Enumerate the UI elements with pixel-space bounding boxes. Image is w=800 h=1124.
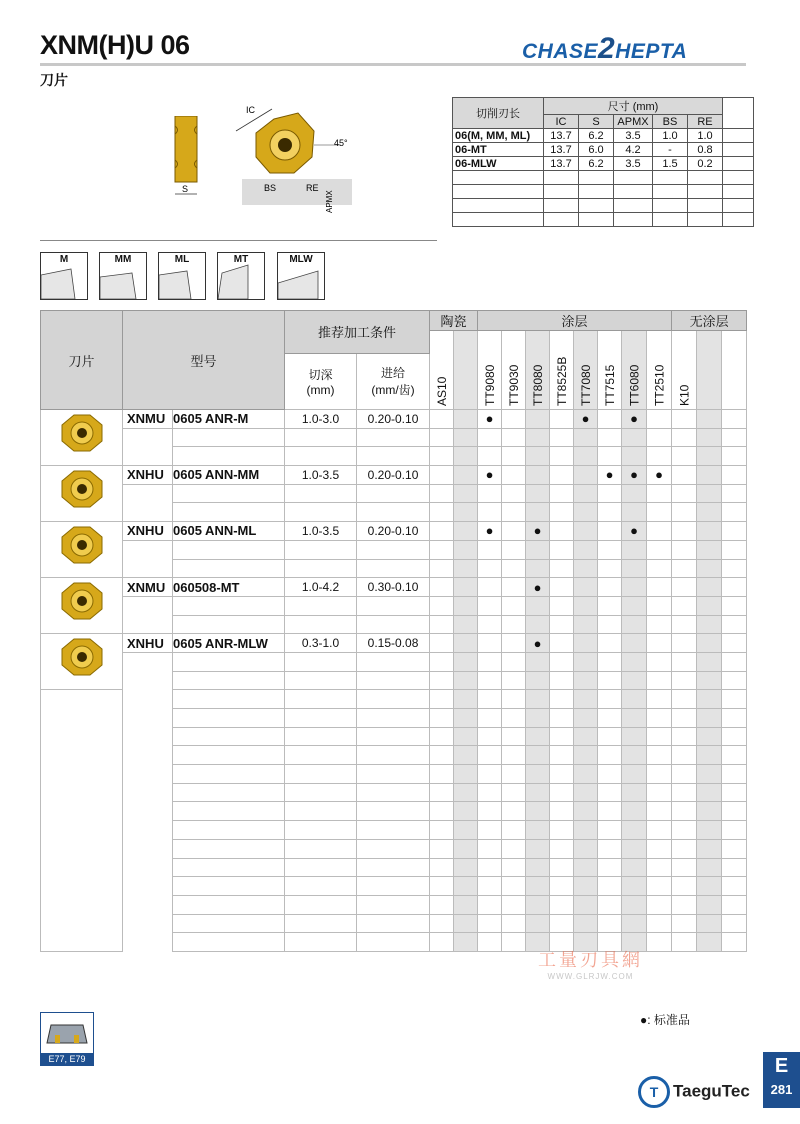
dim-row-label: 06(M, MM, ML): [453, 129, 544, 143]
dim-apmx-label: APMX: [325, 190, 334, 213]
model-prefix-blank: [123, 821, 173, 840]
insert-photo: [60, 637, 104, 677]
dim-col-bs: BS: [653, 115, 688, 129]
brand-logo-left: CHASE: [522, 40, 599, 63]
grade-cell: [722, 522, 747, 541]
insert-photo: [60, 525, 104, 565]
grade-cell: ●: [622, 410, 647, 429]
model-prefix: XNHU: [123, 522, 173, 541]
watermark: [538, 946, 643, 981]
grade-cell: [526, 410, 550, 429]
model-code-blank: [173, 447, 285, 466]
insert-photo: [60, 413, 104, 453]
model-code-blank: [173, 596, 285, 615]
grade-cell: [574, 522, 598, 541]
model-prefix: XNHU: [123, 634, 173, 653]
table-row: [41, 895, 747, 914]
grade-cell: [550, 522, 574, 541]
table-row: [41, 783, 747, 802]
model-prefix-blank: [123, 802, 173, 821]
grade-cell: ●: [526, 634, 550, 653]
model-prefix-blank: [123, 615, 173, 634]
model-code-blank: [173, 933, 285, 952]
model-prefix-blank: [123, 690, 173, 709]
geometry-label: M: [59, 254, 69, 265]
brand-logo: [522, 32, 687, 66]
model-prefix-blank: [123, 503, 173, 522]
grade-cell: ●: [478, 410, 502, 429]
insert-image-cell: [41, 410, 123, 466]
dim-cell: 1.0: [653, 129, 688, 143]
grade-cell: [722, 466, 747, 485]
dim-row-label: 06-MT: [453, 143, 544, 157]
grade-cell: [622, 634, 647, 653]
grade-cell: [430, 522, 454, 541]
table-row: [41, 858, 747, 877]
grade-tt8525b: TT8525B: [550, 331, 574, 410]
feed-value: 0.30-0.10: [357, 578, 430, 597]
legend: ●: 标准品: [640, 1013, 690, 1027]
grade-cell: [430, 410, 454, 429]
cutter-icon: [41, 1013, 93, 1053]
grade-cell: [722, 410, 747, 429]
model-prefix: XNMU: [123, 578, 173, 597]
grade-cell: [454, 522, 478, 541]
dim-col-ic: IC: [544, 115, 579, 129]
dim-cell: 3.5: [614, 129, 653, 143]
grade-cell: [430, 578, 454, 597]
geometry-label: ML: [174, 254, 190, 265]
model-code-blank: [173, 858, 285, 877]
model-code: 0605 ANN-ML: [173, 522, 285, 541]
model-prefix-blank: [123, 895, 173, 914]
col-depth: 切深 (mm): [285, 353, 357, 409]
footer-brand: [638, 1076, 750, 1108]
grade-k10: K10: [672, 331, 697, 410]
model-code-blank: [173, 690, 285, 709]
grade-cell: [672, 466, 697, 485]
dim-s-label: S: [182, 184, 189, 194]
table-row: [41, 652, 747, 671]
model-prefix-blank: [123, 877, 173, 896]
model-code-blank: [173, 895, 285, 914]
insert-image-cell: [41, 466, 123, 522]
grade-cell: [454, 578, 478, 597]
table-row: [41, 559, 747, 578]
model-prefix-blank: [123, 652, 173, 671]
grade-tt9080: TT9080: [478, 331, 502, 410]
dim-bs-label: BS: [264, 183, 277, 193]
grade-tt6080: TT6080: [622, 331, 647, 410]
insert-top-view-drawing: [232, 105, 357, 215]
model-prefix: XNMU: [123, 410, 173, 429]
grade-cell: [454, 634, 478, 653]
col-model: 型号: [123, 311, 285, 410]
dim-col-apmx: APMX: [614, 115, 653, 129]
grade-selection-table: [40, 310, 747, 952]
feed-value: 0.20-0.10: [357, 522, 430, 541]
model-code: 0605 ANR-M: [173, 410, 285, 429]
grade-cell: [502, 466, 526, 485]
taegutec-logo-icon: T: [638, 1076, 670, 1108]
table-row: [41, 765, 747, 784]
grade-cell: [647, 634, 672, 653]
dim-re-label: RE: [306, 183, 319, 193]
col-group-coated: 涂层: [478, 311, 672, 331]
grade-cell: [647, 522, 672, 541]
grade-cell: [598, 634, 622, 653]
dim-cell: 13.7: [544, 157, 579, 171]
col-conditions: 推荐加工条件: [285, 311, 430, 354]
model-code-blank: [173, 727, 285, 746]
grade-cell: [672, 634, 697, 653]
model-prefix-blank: [123, 540, 173, 559]
model-prefix-blank: [123, 559, 173, 578]
model-code-blank: [173, 914, 285, 933]
model-code-blank: [173, 671, 285, 690]
depth-value: 1.0-3.0: [285, 410, 357, 429]
table-row: [41, 914, 747, 933]
insert-image-cell: [41, 522, 123, 578]
grade-cell: [430, 466, 454, 485]
col-group-uncoated: 无涂层: [672, 311, 747, 331]
col-insert: 刀片: [41, 311, 123, 410]
model-prefix-blank: [123, 671, 173, 690]
footer-brand-name: TaeguTec: [673, 1081, 750, 1101]
grade-cell: [478, 634, 502, 653]
col-feed: 进给 (mm/齿): [357, 353, 430, 409]
model-code-blank: [173, 839, 285, 858]
table-row: [41, 634, 747, 653]
model-prefix-blank: [123, 596, 173, 615]
dim-cell: 4.2: [614, 143, 653, 157]
grade-cell: [697, 578, 722, 597]
cutter-reference-label: E77, E79: [41, 1053, 93, 1065]
model-prefix-blank: [123, 933, 173, 952]
section-letter: E: [774, 1055, 789, 1077]
grade-cell: [574, 466, 598, 485]
grade-cell: [550, 578, 574, 597]
table-row: [41, 410, 747, 429]
model-code: 060508-MT: [173, 578, 285, 597]
watermark-text: 工量刃具網: [538, 950, 643, 970]
table-row: [41, 447, 747, 466]
feed-value: 0.15-0.08: [357, 634, 430, 653]
grade-cell: [502, 410, 526, 429]
page-subtitle: 刀片: [40, 72, 68, 88]
model-prefix-blank: [123, 914, 173, 933]
table-row: [41, 839, 747, 858]
dim-row: [453, 143, 754, 157]
grade-as10: AS10: [430, 331, 454, 410]
insert-side-view-drawing: [172, 116, 202, 199]
depth-value: 0.3-1.0: [285, 634, 357, 653]
model-code-blank: [173, 615, 285, 634]
dim-cell: 13.7: [544, 143, 579, 157]
grade-cell: [502, 522, 526, 541]
col-group-ceramic: 陶瓷: [430, 311, 478, 331]
dim-col-label: 切削刃长: [453, 98, 544, 129]
grade-tt7515: TT7515: [598, 331, 622, 410]
dim-cell: -: [653, 143, 688, 157]
grade-cell: ●: [478, 466, 502, 485]
table-row: [41, 596, 747, 615]
table-row: [41, 746, 747, 765]
model-code-blank: [173, 802, 285, 821]
dim-cell: 6.2: [579, 129, 614, 143]
geometry-label: MM: [114, 254, 132, 265]
brand-logo-right: HEPTA: [615, 40, 688, 63]
grade-cell: ●: [622, 466, 647, 485]
model-prefix-blank: [123, 447, 173, 466]
grade-cell: [647, 410, 672, 429]
geometry-label: MLW: [289, 254, 313, 265]
grade-cell: [454, 466, 478, 485]
table-row: [41, 709, 747, 728]
grade-cell: [697, 634, 722, 653]
table-row: [41, 503, 747, 522]
model-code-blank: [173, 503, 285, 522]
table-row: [41, 484, 747, 503]
grade-cell: [697, 522, 722, 541]
model-code-blank: [173, 783, 285, 802]
grade-cell: [672, 522, 697, 541]
grade-cell: [598, 578, 622, 597]
geometry-chip-mlw: [277, 252, 325, 300]
dim-row-label: 06-MLW: [453, 157, 544, 171]
page-title: XNM(H)U 06: [40, 30, 190, 60]
cutter-reference[interactable]: [40, 1012, 94, 1066]
brand-logo-two: 2: [598, 32, 616, 65]
dim-cell: 0.8: [688, 143, 723, 157]
grade-cell: [478, 578, 502, 597]
dim-cell: 6.0: [579, 143, 614, 157]
grade-cell: [672, 578, 697, 597]
model-prefix-blank: [123, 727, 173, 746]
model-code-blank: [173, 652, 285, 671]
grade-cell: [430, 634, 454, 653]
grade-tt7080: TT7080: [574, 331, 598, 410]
dim-cell: 0.2: [688, 157, 723, 171]
grade-cell: [550, 466, 574, 485]
table-row: [41, 615, 747, 634]
grade-cell: [647, 578, 672, 597]
grade-cell: [598, 522, 622, 541]
grade-cell: ●: [478, 522, 502, 541]
geometry-label: MT: [233, 254, 249, 265]
model-code-blank: [173, 821, 285, 840]
model-prefix-blank: [123, 839, 173, 858]
model-code-blank: [173, 709, 285, 728]
grade-cell: [502, 578, 526, 597]
geometry-chip-mt: [217, 252, 265, 300]
model-code-blank: [173, 765, 285, 784]
dim-angle-label: 45°: [334, 138, 348, 148]
model-prefix-blank: [123, 765, 173, 784]
grade-cell: ●: [526, 578, 550, 597]
watermark-url: WWW.GLRJW.COM: [547, 972, 634, 981]
insert-photo: [60, 469, 104, 509]
page-number: 281: [770, 1082, 793, 1097]
dim-ic-label: IC: [246, 105, 255, 115]
grade-cell: [574, 578, 598, 597]
grade-cell: ●: [574, 410, 598, 429]
model-code-blank: [173, 428, 285, 447]
insert-image-cell: [41, 634, 123, 690]
feed-value: 0.20-0.10: [357, 410, 430, 429]
dim-cell: 6.2: [579, 157, 614, 171]
dim-cell: 1.0: [688, 129, 723, 143]
grade-tt2510: TT2510: [647, 331, 672, 410]
empty-insert-cell: [41, 690, 123, 952]
grade-cell: [697, 410, 722, 429]
depth-value: 1.0-3.5: [285, 522, 357, 541]
model-code: 0605 ANN-MM: [173, 466, 285, 485]
table-row: [41, 690, 747, 709]
geometry-chip-m: [40, 252, 88, 300]
insert-image-cell: [41, 578, 123, 634]
table-row: [41, 802, 747, 821]
geometry-chip-ml: [158, 252, 206, 300]
table-row: [41, 522, 747, 541]
geometry-chip-mm: [99, 252, 147, 300]
grade-table-body: [41, 410, 747, 952]
table-row: [41, 428, 747, 447]
table-row: [41, 877, 747, 896]
grade-cell: [550, 634, 574, 653]
grade-cell: [722, 634, 747, 653]
page-badge: [763, 1052, 800, 1108]
dimensions-table: [452, 97, 754, 227]
grade-cell: [622, 578, 647, 597]
model-code-blank: [173, 746, 285, 765]
grade-cell: [598, 410, 622, 429]
grade-cell: ●: [526, 522, 550, 541]
grade-cell: ●: [647, 466, 672, 485]
model-prefix-blank: [123, 746, 173, 765]
dim-cell: 1.5: [653, 157, 688, 171]
grade-cell: ●: [598, 466, 622, 485]
dim-row: [453, 129, 754, 143]
dim-col-s: S: [579, 115, 614, 129]
grade-cell: [697, 466, 722, 485]
table-row: [41, 727, 747, 746]
grade-cell: [722, 578, 747, 597]
grade-cell: [550, 410, 574, 429]
model-code-blank: [173, 484, 285, 503]
model-prefix: XNHU: [123, 466, 173, 485]
feed-value: 0.20-0.10: [357, 466, 430, 485]
table-row: [41, 578, 747, 597]
grade-cell: [526, 466, 550, 485]
table-row: [41, 671, 747, 690]
dim-cell: 13.7: [544, 129, 579, 143]
model-prefix-blank: [123, 709, 173, 728]
model-code-blank: [173, 559, 285, 578]
grade-cell: [502, 634, 526, 653]
grade-tt9030: TT9030: [502, 331, 526, 410]
dim-group-label: 尺寸 (mm): [544, 98, 723, 115]
model-prefix-blank: [123, 484, 173, 503]
table-row: [41, 540, 747, 559]
section-divider: [40, 240, 437, 241]
model-code-blank: [173, 540, 285, 559]
depth-value: 1.0-3.5: [285, 466, 357, 485]
model-code-blank: [173, 877, 285, 896]
depth-value: 1.0-4.2: [285, 578, 357, 597]
grade-cell: [574, 634, 598, 653]
table-row: [41, 466, 747, 485]
model-prefix-blank: [123, 428, 173, 447]
grade-cell: [672, 410, 697, 429]
dim-col-re: RE: [688, 115, 723, 129]
grade-cell: [454, 410, 478, 429]
grade-cell: ●: [622, 522, 647, 541]
model-prefix-blank: [123, 858, 173, 877]
table-row: [41, 821, 747, 840]
dim-row: [453, 157, 754, 171]
model-prefix-blank: [123, 783, 173, 802]
grade-tt8080: TT8080: [526, 331, 550, 410]
model-code: 0605 ANR-MLW: [173, 634, 285, 653]
insert-photo: [60, 581, 104, 621]
dim-cell: 3.5: [614, 157, 653, 171]
